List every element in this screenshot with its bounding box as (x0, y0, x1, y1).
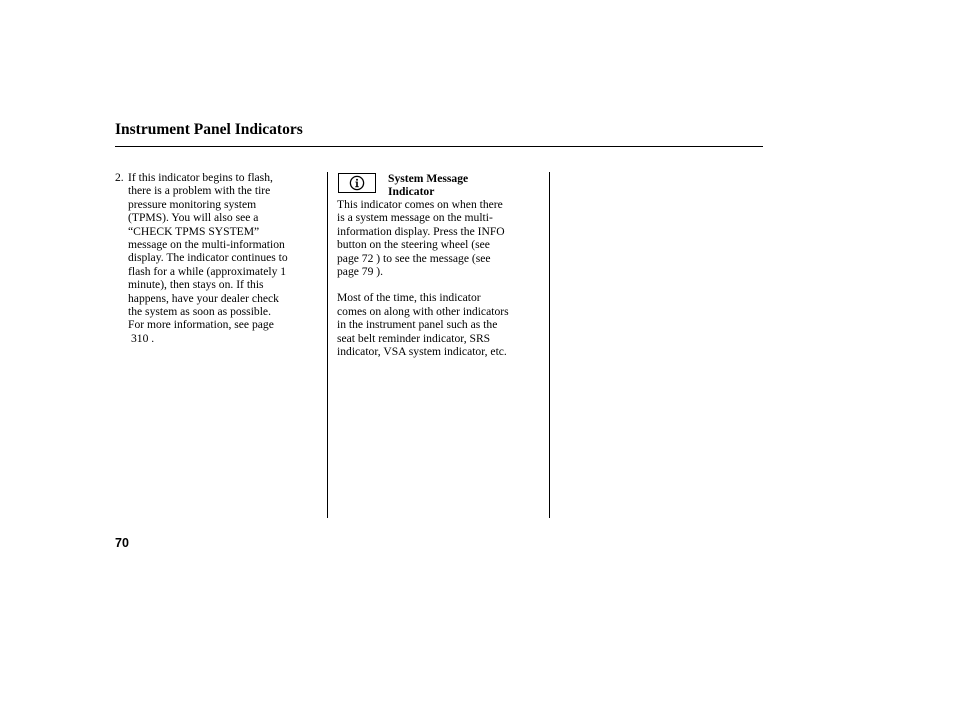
description-paragraph (337, 291, 543, 358)
indicator-title-line: Indicator (388, 185, 435, 199)
body-line: is a system message on the multi- (337, 211, 493, 225)
body-line: seat belt reminder indicator, SRS (337, 331, 491, 345)
body-line: This indicator comes on when there (337, 198, 503, 211)
body-line: display. The indicator continues to (128, 251, 288, 265)
page-title: Instrument Panel Indicators (115, 121, 303, 138)
body-line: Most of the time, this indicator (337, 291, 481, 305)
indicator-header (337, 171, 543, 197)
tpms-section (115, 171, 325, 345)
body-line: page 72 ) to see the message (see (337, 251, 491, 265)
description-paragraph (337, 198, 543, 278)
body-line: message on the multi-information (128, 238, 285, 252)
indicator-title (388, 172, 468, 199)
body-line: pressure monitoring system (128, 197, 257, 211)
indicator-title-line: System Message (388, 172, 469, 185)
body-line: (TPMS). You will also see a (128, 211, 259, 225)
body-line: minute), then stays on. If this (128, 278, 264, 292)
body-line: the system as soon as possible. (128, 305, 271, 319)
body-line: button on the steering wheel (see (337, 238, 490, 252)
system-message-section (337, 171, 543, 358)
body-line: comes on along with other indicators (337, 304, 509, 318)
body-line: in the instrument panel such as the (337, 318, 498, 332)
page-number: 70 (115, 536, 129, 550)
list-number: 2. (115, 171, 124, 184)
body-line: page 79 ). (337, 265, 384, 279)
page-reference-link[interactable]: 310 . (131, 331, 155, 345)
body-line: happens, have your dealer check (128, 291, 279, 305)
info-icon (338, 173, 376, 193)
list-item (115, 171, 325, 345)
body-line: For more information, see page (128, 318, 274, 332)
column-divider-left (327, 172, 328, 518)
column-divider-right (549, 172, 550, 518)
body-line: indicator, VSA system indicator, etc. (337, 345, 507, 359)
body-line: information display. Press the INFO (337, 224, 505, 238)
body-line: If this indicator begins to flash, (128, 171, 273, 184)
body-line: flash for a while (approximately 1 (128, 264, 287, 278)
body-line: there is a problem with the tire (128, 184, 271, 198)
body-line: “CHECK TPMS SYSTEM” (128, 224, 260, 238)
title-rule (115, 146, 763, 147)
